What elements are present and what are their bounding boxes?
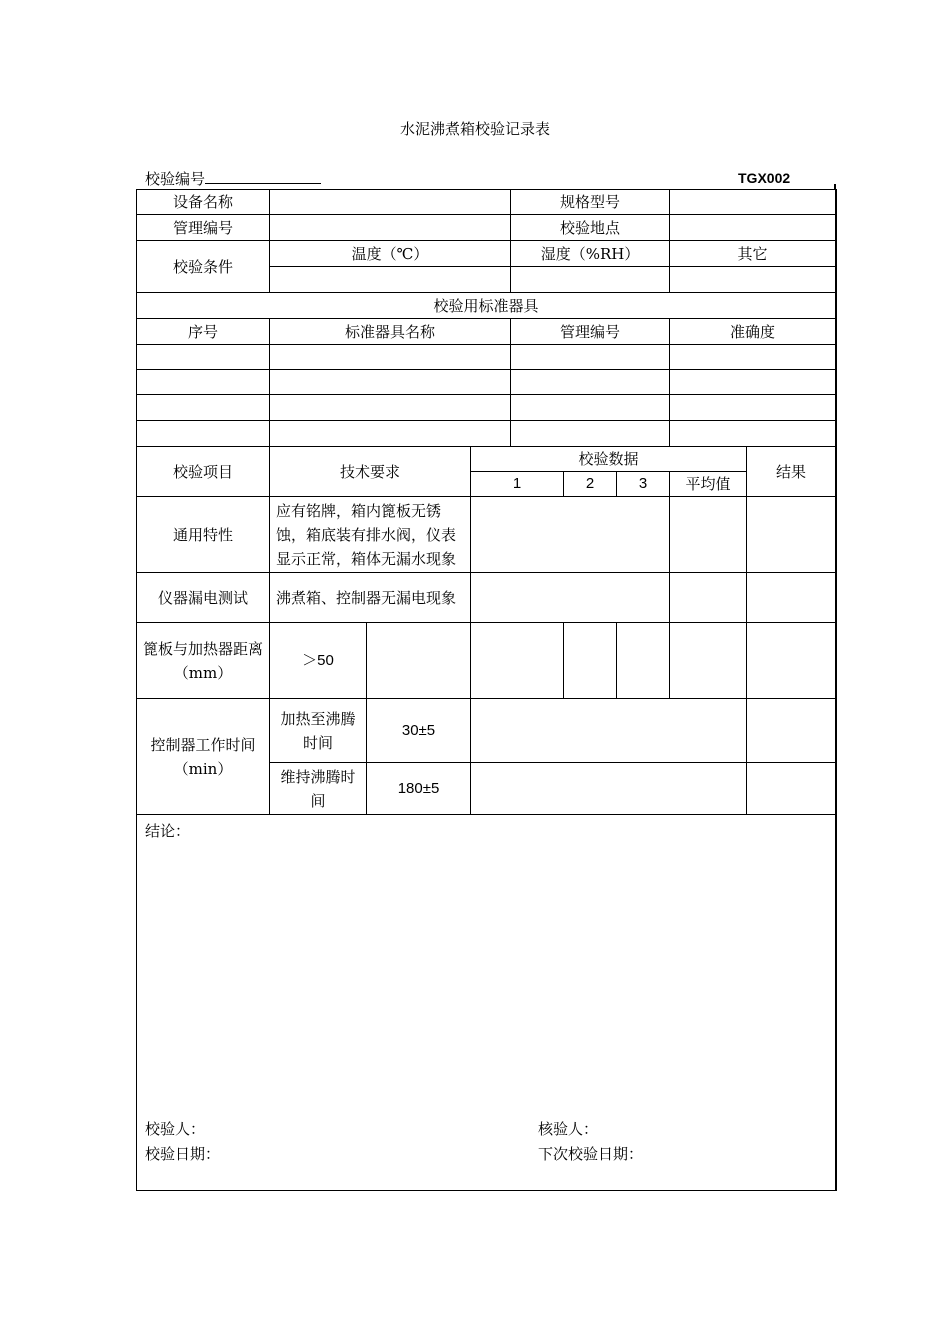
table-cell[interactable]	[137, 395, 270, 421]
heat-time-value: 30±5	[367, 699, 471, 763]
model-value[interactable]	[670, 190, 836, 215]
inspector-label: 校验人：	[145, 1120, 206, 1138]
data-col-average: 平均值	[670, 472, 747, 497]
leakage-data[interactable]	[471, 573, 670, 623]
general-result[interactable]	[747, 497, 836, 573]
location-value[interactable]	[670, 215, 836, 241]
general-requirement: 应有铭牌，箱内篦板无锈蚀，箱底装有排水阀，仪表显示正常，箱体无漏水现象	[270, 497, 471, 573]
general-data[interactable]	[471, 497, 670, 573]
standards-row	[137, 421, 836, 447]
distance-item-unit: （mm）	[173, 663, 233, 682]
document-code: TGX002	[738, 170, 791, 186]
general-item: 通用特性	[137, 497, 270, 573]
hold-time-label: 维持沸腾时间	[270, 763, 367, 815]
distance-data-1[interactable]	[471, 623, 564, 699]
conditions-label: 校验条件	[137, 241, 270, 293]
table-cell[interactable]	[511, 421, 670, 447]
table-cell[interactable]	[137, 345, 270, 370]
mgmt-no-label: 管理编号	[137, 215, 270, 241]
hold-time-result[interactable]	[747, 763, 836, 815]
data-col-2: 2	[564, 472, 617, 497]
table-cell[interactable]	[670, 370, 836, 395]
general-average[interactable]	[670, 497, 747, 573]
data-header: 校验数据	[471, 447, 747, 472]
leakage-result[interactable]	[747, 573, 836, 623]
table-cell[interactable]	[137, 370, 270, 395]
controller-item-label: 控制器工作时间	[150, 735, 256, 754]
result-header: 结果	[747, 447, 836, 497]
data-col-3: 3	[617, 472, 670, 497]
standards-row	[137, 370, 836, 395]
standards-header-no: 序号	[137, 319, 270, 345]
table-cell[interactable]	[511, 395, 670, 421]
controller-item-unit: （min）	[173, 759, 233, 778]
controller-item	[137, 699, 270, 815]
distance-item-label: 篦板与加热器距离	[143, 639, 264, 658]
inspection-record-table	[136, 189, 836, 815]
inspection-item-header: 校验项目	[137, 447, 270, 497]
leakage-average[interactable]	[670, 573, 747, 623]
table-cell[interactable]	[670, 345, 836, 370]
equipment-name-label: 设备名称	[137, 190, 270, 215]
mgmt-no-value[interactable]	[270, 215, 511, 241]
conclusion-label: 结论：	[145, 822, 191, 840]
standards-header-mgmt-no: 管理编号	[511, 319, 670, 345]
next-inspection-date-label: 下次校验日期：	[538, 1145, 644, 1163]
humidity-label: 湿度（%RH）	[511, 241, 670, 267]
heat-time-result[interactable]	[747, 699, 836, 763]
table-cell[interactable]	[670, 395, 836, 421]
requirement-header: 技术要求	[270, 447, 471, 497]
location-label: 校验地点	[511, 215, 670, 241]
hold-time-data[interactable]	[471, 763, 747, 815]
temperature-value[interactable]	[270, 267, 511, 293]
standards-row	[137, 395, 836, 421]
inspection-date-label: 校验日期：	[145, 1145, 221, 1163]
leakage-requirement: 沸煮箱、控制器无漏电现象	[270, 573, 471, 623]
form-number-label: 校验编号	[145, 170, 206, 188]
other-label: 其它	[670, 241, 836, 267]
table-cell[interactable]	[270, 345, 511, 370]
distance-data-3[interactable]	[617, 623, 670, 699]
hold-time-value: 180±5	[367, 763, 471, 815]
table-cell[interactable]	[670, 421, 836, 447]
equipment-name-value[interactable]	[270, 190, 511, 215]
distance-note[interactable]	[367, 623, 471, 699]
distance-result[interactable]	[747, 623, 836, 699]
table-cell[interactable]	[511, 345, 670, 370]
leakage-item: 仪器漏电测试	[137, 573, 270, 623]
table-cell[interactable]	[270, 370, 511, 395]
table-cell[interactable]	[270, 421, 511, 447]
distance-requirement: ＞50	[270, 623, 367, 699]
humidity-value[interactable]	[511, 267, 670, 293]
table-cell[interactable]	[137, 421, 270, 447]
standards-header-accuracy: 准确度	[670, 319, 836, 345]
form-number-blank[interactable]	[205, 169, 321, 184]
page-title: 水泥沸煮箱校验记录表	[399, 120, 550, 138]
distance-item	[137, 623, 270, 699]
data-col-1: 1	[471, 472, 564, 497]
standards-row	[137, 345, 836, 370]
heat-time-data[interactable]	[471, 699, 747, 763]
model-label: 规格型号	[511, 190, 670, 215]
distance-average[interactable]	[670, 623, 747, 699]
temperature-label: 温度（℃）	[270, 241, 511, 267]
heat-time-label: 加热至沸腾时间	[270, 699, 367, 763]
reviewer-label: 核验人：	[538, 1120, 599, 1138]
distance-data-2[interactable]	[564, 623, 617, 699]
form-number-field	[145, 168, 321, 189]
table-cell[interactable]	[270, 395, 511, 421]
standards-section-label: 校验用标准器具	[137, 293, 836, 319]
standards-header-name: 标准器具名称	[270, 319, 511, 345]
table-cell[interactable]	[511, 370, 670, 395]
other-value[interactable]	[670, 267, 836, 293]
